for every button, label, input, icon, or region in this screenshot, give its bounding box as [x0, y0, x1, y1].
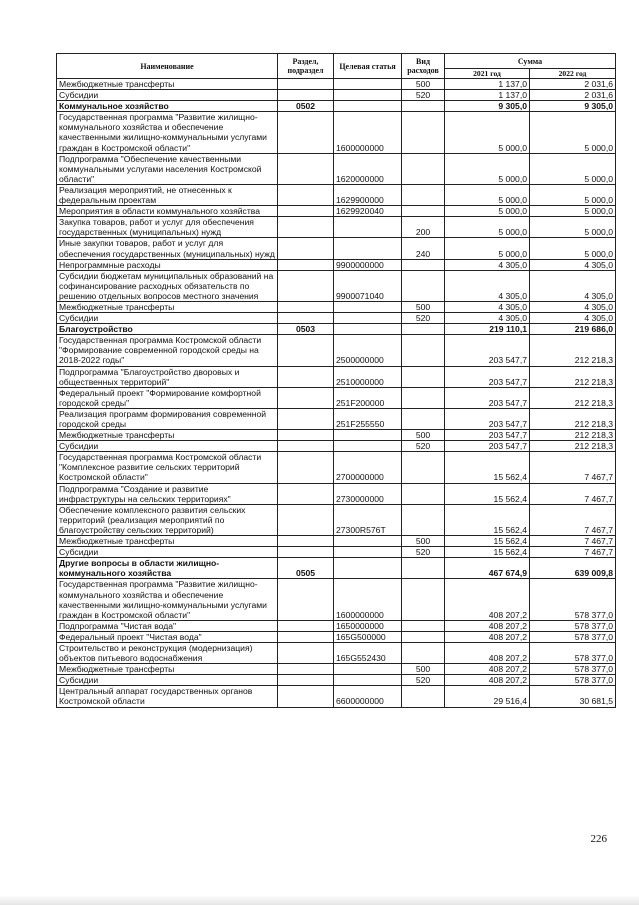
cell-code: [334, 313, 402, 324]
cell-type: [402, 631, 445, 642]
cell-code: [334, 430, 402, 441]
cell-name: Мероприятия в области коммунального хозяйства: [57, 206, 278, 217]
cell-code: [334, 238, 402, 259]
cell-code: [334, 90, 402, 101]
cell-code: [334, 101, 402, 112]
cell-section: [278, 387, 334, 408]
cell-type: [402, 101, 445, 112]
cell-name: Центральный аппарат государственных органов Костромской области: [57, 686, 278, 707]
cell-2022: 4 305,0: [530, 270, 616, 301]
cell-2022: 7 467,7: [530, 547, 616, 558]
cell-2022: 30 681,5: [530, 686, 616, 707]
cell-name: Федеральный проект "Чистая вода": [57, 631, 278, 642]
cell-name: Коммунальное хозяйство: [57, 101, 278, 112]
cell-2022: 5 000,0: [530, 206, 616, 217]
cell-code: 2500000000: [334, 335, 402, 366]
cell-name: Иные закупки товаров, работ и услуг для обеспечения государственных (муниципальных) нужд: [57, 238, 278, 259]
cell-2022: 9 305,0: [530, 101, 616, 112]
cell-type: [402, 408, 445, 429]
cell-code: 9900071040: [334, 270, 402, 301]
cell-2021: 203 547,7: [445, 387, 530, 408]
cell-2022: 5 000,0: [530, 184, 616, 205]
budget-table: [56, 53, 616, 708]
table-row: [57, 504, 616, 535]
cell-name: Государственная программа Костромской области "Формирование современной городской среды на 2018-2022 годы": [57, 335, 278, 366]
cell-section: [278, 631, 334, 642]
cell-code: [334, 536, 402, 547]
cell-code: [334, 301, 402, 312]
cell-name: Другие вопросы в области жилищно-коммунального хозяйства: [57, 558, 278, 579]
cell-code: 165G500000: [334, 631, 402, 642]
table-row: [57, 441, 616, 452]
cell-section: [278, 270, 334, 301]
cell-section: [278, 301, 334, 312]
cell-section: [278, 620, 334, 631]
table-row: [57, 335, 616, 366]
cell-2021: 467 674,9: [445, 558, 530, 579]
cell-section: [278, 206, 334, 217]
table-row: [57, 112, 616, 153]
cell-name: Субсидии: [57, 441, 278, 452]
cell-code: 1650000000: [334, 620, 402, 631]
cell-type: [402, 387, 445, 408]
cell-section: 0503: [278, 324, 334, 335]
header-2021: 2021 год: [445, 69, 530, 79]
cell-2021: 4 305,0: [445, 259, 530, 270]
cell-type: [402, 579, 445, 620]
cell-2021: 408 207,2: [445, 664, 530, 675]
table-row: [57, 408, 616, 429]
cell-type: 500: [402, 301, 445, 312]
cell-name: Межбюджетные трансферты: [57, 430, 278, 441]
cell-2022: 4 305,0: [530, 301, 616, 312]
cell-name: Межбюджетные трансферты: [57, 301, 278, 312]
table-header: [57, 54, 616, 79]
cell-2022: 578 377,0: [530, 579, 616, 620]
cell-2022: 4 305,0: [530, 259, 616, 270]
table-row: [57, 483, 616, 504]
cell-name: Реализация программ формирования современной городской среды: [57, 408, 278, 429]
cell-name: Межбюджетные трансферты: [57, 664, 278, 675]
cell-type: 500: [402, 430, 445, 441]
table-row: [57, 238, 616, 259]
cell-code: 1620000000: [334, 153, 402, 184]
cell-type: 520: [402, 547, 445, 558]
cell-section: [278, 483, 334, 504]
cell-2021: 5 000,0: [445, 184, 530, 205]
cell-2021: 15 562,4: [445, 536, 530, 547]
cell-code: 1629900000: [334, 184, 402, 205]
cell-section: [278, 579, 334, 620]
table-row: [57, 642, 616, 663]
table-row: [57, 452, 616, 483]
cell-section: [278, 153, 334, 184]
cell-section: [278, 441, 334, 452]
cell-type: 520: [402, 313, 445, 324]
scan-edge: [0, 895, 639, 905]
cell-code: 6600000000: [334, 686, 402, 707]
table-row: [57, 536, 616, 547]
table-body: [57, 79, 616, 708]
cell-section: [278, 90, 334, 101]
cell-2022: 212 218,3: [530, 430, 616, 441]
cell-2021: 15 562,4: [445, 547, 530, 558]
table-row: [57, 206, 616, 217]
cell-type: [402, 504, 445, 535]
cell-name: Федеральный проект "Формирование комфортной городской среды": [57, 387, 278, 408]
cell-section: [278, 366, 334, 387]
cell-type: 520: [402, 441, 445, 452]
cell-code: [334, 664, 402, 675]
cell-section: [278, 217, 334, 238]
cell-section: [278, 547, 334, 558]
table-row: [57, 675, 616, 686]
cell-type: [402, 642, 445, 663]
cell-code: 9900000000: [334, 259, 402, 270]
cell-2021: 15 562,4: [445, 504, 530, 535]
cell-2021: 408 207,2: [445, 579, 530, 620]
table-row: [57, 686, 616, 707]
cell-type: [402, 270, 445, 301]
cell-2021: 408 207,2: [445, 631, 530, 642]
cell-section: [278, 79, 334, 90]
cell-2021: 4 305,0: [445, 301, 530, 312]
cell-2022: 578 377,0: [530, 664, 616, 675]
cell-type: [402, 452, 445, 483]
cell-2021: 5 000,0: [445, 153, 530, 184]
table-row: [57, 90, 616, 101]
cell-2022: 2 031,6: [530, 79, 616, 90]
cell-2022: 7 467,7: [530, 536, 616, 547]
cell-type: [402, 259, 445, 270]
table-row: [57, 430, 616, 441]
cell-2022: 578 377,0: [530, 631, 616, 642]
cell-2021: 1 137,0: [445, 79, 530, 90]
cell-section: [278, 313, 334, 324]
cell-2022: 212 218,3: [530, 441, 616, 452]
cell-name: Субсидии: [57, 90, 278, 101]
table-row: [57, 558, 616, 579]
cell-type: [402, 366, 445, 387]
cell-type: [402, 206, 445, 217]
cell-name: Подпрограмма "Обеспечение качественными коммунальными услугами населения Костромской области": [57, 153, 278, 184]
cell-section: [278, 238, 334, 259]
cell-2022: 578 377,0: [530, 642, 616, 663]
cell-section: [278, 408, 334, 429]
cell-type: [402, 153, 445, 184]
cell-2021: 408 207,2: [445, 620, 530, 631]
cell-code: [334, 675, 402, 686]
cell-code: [334, 324, 402, 335]
table-row: [57, 79, 616, 90]
cell-type: 520: [402, 90, 445, 101]
page-number: 226: [590, 833, 607, 845]
cell-2021: 408 207,2: [445, 675, 530, 686]
cell-code: [334, 79, 402, 90]
table-row: [57, 324, 616, 335]
cell-2022: 578 377,0: [530, 620, 616, 631]
table-row: [57, 366, 616, 387]
table-row: [57, 184, 616, 205]
cell-code: 1629920040: [334, 206, 402, 217]
cell-type: 240: [402, 238, 445, 259]
cell-type: [402, 483, 445, 504]
cell-section: [278, 504, 334, 535]
cell-2022: 4 305,0: [530, 313, 616, 324]
cell-name: Реализация мероприятий, не отнесенных к федеральным проектам: [57, 184, 278, 205]
table-row: [57, 101, 616, 112]
cell-section: [278, 675, 334, 686]
cell-code: 165G552430: [334, 642, 402, 663]
cell-type: [402, 324, 445, 335]
cell-2021: 15 562,4: [445, 483, 530, 504]
cell-type: [402, 335, 445, 366]
header-type: Вид расходов: [402, 54, 445, 79]
cell-section: [278, 452, 334, 483]
table-row: [57, 620, 616, 631]
cell-type: [402, 558, 445, 579]
cell-2021: 203 547,7: [445, 408, 530, 429]
cell-2021: 203 547,7: [445, 366, 530, 387]
cell-2021: 9 305,0: [445, 101, 530, 112]
cell-2022: 578 377,0: [530, 675, 616, 686]
cell-2021: 5 000,0: [445, 217, 530, 238]
cell-code: 1600000000: [334, 579, 402, 620]
cell-code: 251F255550: [334, 408, 402, 429]
cell-section: 0505: [278, 558, 334, 579]
cell-2022: 212 218,3: [530, 408, 616, 429]
cell-type: 520: [402, 675, 445, 686]
cell-name: Подпрограмма "Благоустройство дворовых и общественных территорий": [57, 366, 278, 387]
cell-name: Закупка товаров, работ и услуг для обеспечения государственных (муниципальных) нужд: [57, 217, 278, 238]
cell-2022: 212 218,3: [530, 366, 616, 387]
cell-section: [278, 430, 334, 441]
cell-name: Обеспечение комплексного развития сельских территорий (реализация мероприятий по благоустройству сельских территорий): [57, 504, 278, 535]
table-row: [57, 153, 616, 184]
cell-2022: 5 000,0: [530, 217, 616, 238]
cell-2021: 203 547,7: [445, 441, 530, 452]
cell-2021: 1 137,0: [445, 90, 530, 101]
cell-2022: 7 467,7: [530, 452, 616, 483]
cell-code: [334, 558, 402, 579]
cell-type: [402, 112, 445, 153]
cell-2021: 4 305,0: [445, 313, 530, 324]
cell-name: Государственная программа "Развитие жилищно-коммунального хозяйства и обеспечение качественными жилищно-коммунальными услугами граждан в Костромской области": [57, 112, 278, 153]
table-row: [57, 547, 616, 558]
table-row: [57, 579, 616, 620]
cell-type: 200: [402, 217, 445, 238]
cell-type: [402, 184, 445, 205]
cell-code: 1600000000: [334, 112, 402, 153]
cell-code: 2730000000: [334, 483, 402, 504]
cell-code: 27300R576T: [334, 504, 402, 535]
cell-section: [278, 112, 334, 153]
cell-2021: 5 000,0: [445, 206, 530, 217]
cell-2022: 5 000,0: [530, 112, 616, 153]
cell-2022: 5 000,0: [530, 153, 616, 184]
cell-2021: 219 110,1: [445, 324, 530, 335]
cell-2021: 5 000,0: [445, 238, 530, 259]
table-row: [57, 313, 616, 324]
table-row: [57, 387, 616, 408]
table-row: [57, 270, 616, 301]
cell-name: Субсидии бюджетам муниципальных образований на софинансирование расходных обязательств по решению отдельных вопросов местного значения: [57, 270, 278, 301]
cell-name: Подпрограмма "Создание и развитие инфраструктуры на сельских территориях": [57, 483, 278, 504]
cell-2022: 7 467,7: [530, 504, 616, 535]
cell-2021: 4 305,0: [445, 270, 530, 301]
cell-code: 251F200000: [334, 387, 402, 408]
cell-type: [402, 620, 445, 631]
header-section: Раздел, подраздел: [278, 54, 334, 79]
cell-section: [278, 642, 334, 663]
cell-name: Непрограммные расходы: [57, 259, 278, 270]
cell-2022: 5 000,0: [530, 238, 616, 259]
cell-name: Межбюджетные трансферты: [57, 536, 278, 547]
cell-code: 2700000000: [334, 452, 402, 483]
cell-2021: 5 000,0: [445, 112, 530, 153]
header-sum: Сумма: [445, 54, 616, 69]
cell-name: Субсидии: [57, 675, 278, 686]
header-2022: 2022 год: [530, 69, 616, 79]
cell-2021: 29 516,4: [445, 686, 530, 707]
table-row: [57, 631, 616, 642]
cell-2022: 2 031,6: [530, 90, 616, 101]
cell-type: 500: [402, 79, 445, 90]
cell-section: [278, 664, 334, 675]
table-row: [57, 301, 616, 312]
cell-code: 2510000000: [334, 366, 402, 387]
cell-section: [278, 259, 334, 270]
cell-code: [334, 217, 402, 238]
cell-name: Государственная программа "Развитие жилищно-коммунального хозяйства и обеспечение качественными жилищно-коммунальными услугами граждан в Костромской области": [57, 579, 278, 620]
cell-section: [278, 184, 334, 205]
cell-2022: 212 218,3: [530, 387, 616, 408]
cell-2022: 7 467,7: [530, 483, 616, 504]
cell-type: 500: [402, 536, 445, 547]
cell-2022: 219 686,0: [530, 324, 616, 335]
cell-name: Государственная программа Костромской области "Комплексное развитие сельских территорий Костромской области": [57, 452, 278, 483]
table-row: [57, 664, 616, 675]
cell-2022: 639 009,8: [530, 558, 616, 579]
cell-name: Благоустройство: [57, 324, 278, 335]
header-name: Наименование: [57, 54, 278, 79]
cell-2021: 15 562,4: [445, 452, 530, 483]
cell-name: Строительство и реконструкция (модернизация) объектов питьевого водоснабжения: [57, 642, 278, 663]
cell-type: 500: [402, 664, 445, 675]
cell-code: [334, 441, 402, 452]
cell-name: Межбюджетные трансферты: [57, 79, 278, 90]
cell-2021: 203 547,7: [445, 335, 530, 366]
header-code: Целевая статья: [334, 54, 402, 79]
cell-section: [278, 335, 334, 366]
cell-name: Подпрограмма "Чистая вода": [57, 620, 278, 631]
cell-2021: 408 207,2: [445, 642, 530, 663]
cell-type: [402, 686, 445, 707]
cell-code: [334, 547, 402, 558]
table-row: [57, 259, 616, 270]
cell-section: 0502: [278, 101, 334, 112]
cell-name: Субсидии: [57, 547, 278, 558]
cell-2022: 212 218,3: [530, 335, 616, 366]
cell-name: Субсидии: [57, 313, 278, 324]
table-row: [57, 217, 616, 238]
cell-2021: 203 547,7: [445, 430, 530, 441]
cell-section: [278, 536, 334, 547]
cell-section: [278, 686, 334, 707]
